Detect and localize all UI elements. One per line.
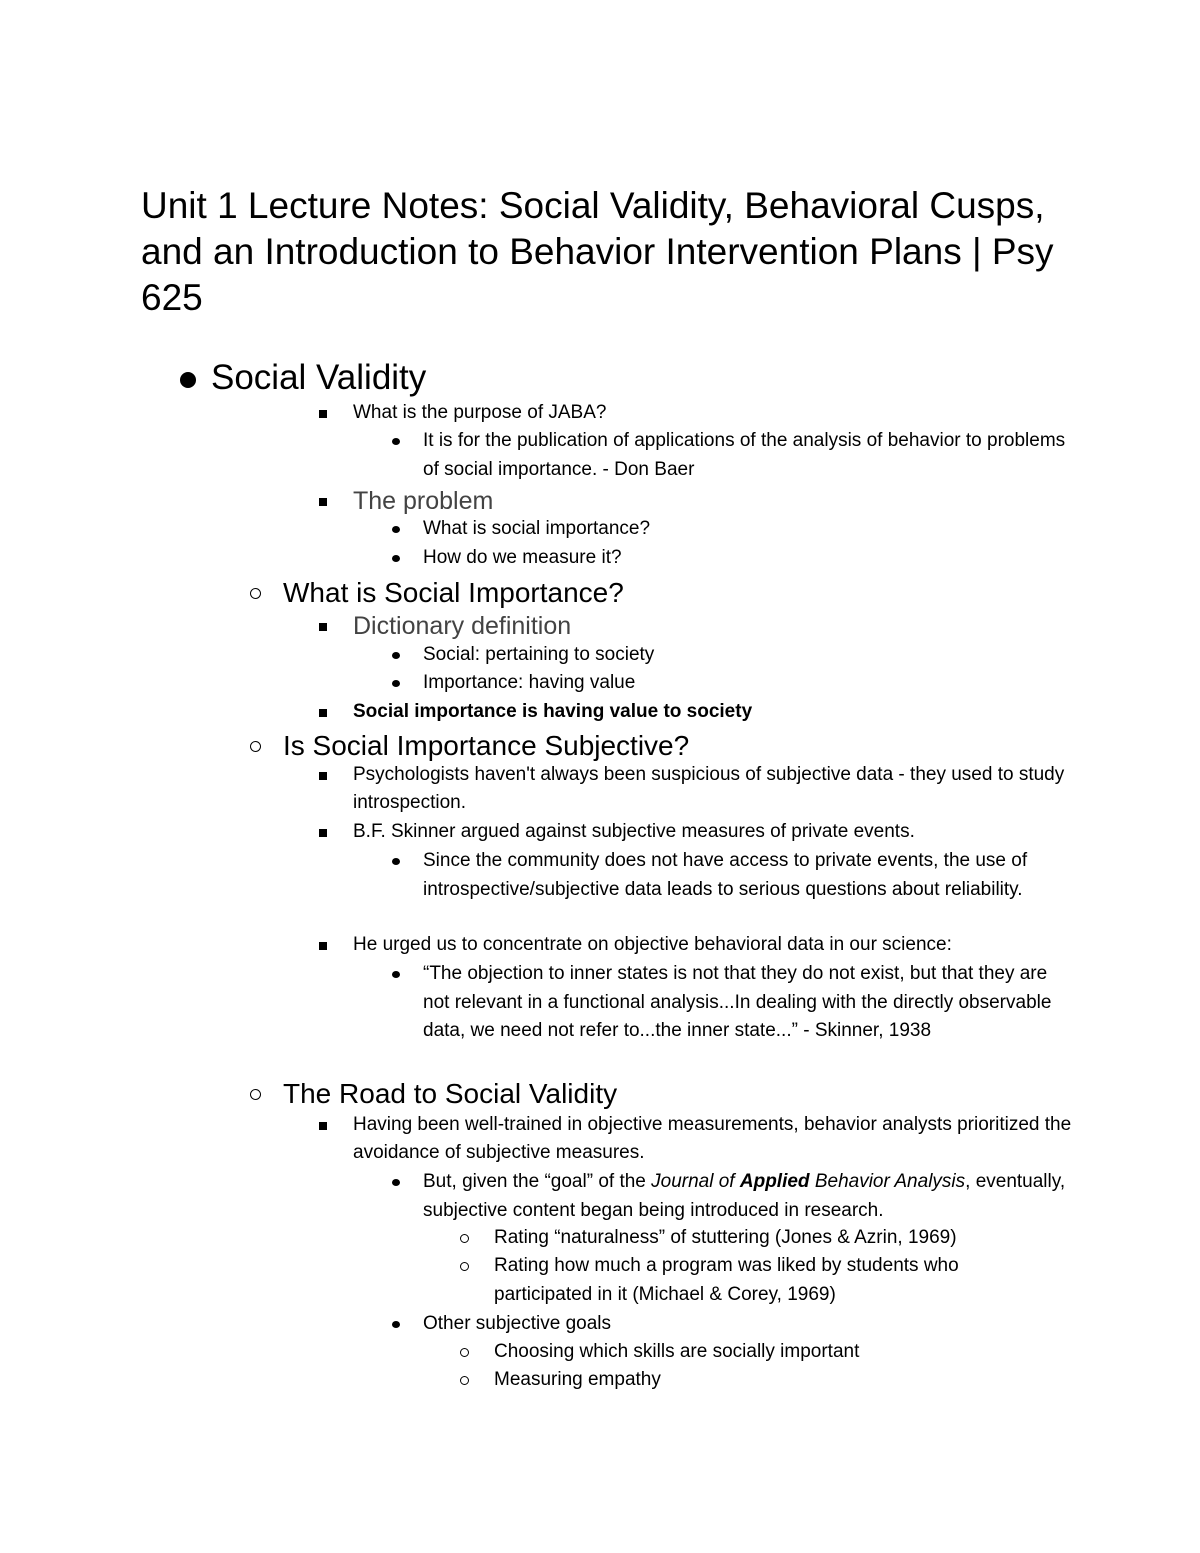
hollow-circle-bullet-icon <box>250 1089 261 1100</box>
dot-bullet-icon <box>392 652 400 659</box>
list-item-text: Other subjective goals <box>423 1313 611 1334</box>
subheading: Dictionary definition <box>353 612 572 640</box>
section-heading: Is Social Importance Subjective? <box>283 730 690 761</box>
dot-bullet-icon <box>392 1179 400 1186</box>
hollow-circle-bullet-icon <box>460 1348 469 1357</box>
journal-name-part: Behavior Analysis <box>809 1171 966 1192</box>
list-item-text: Rating how much a program was liked by students who participated in it (Michael & Corey, 1969) <box>494 1255 959 1305</box>
hollow-circle-bullet-icon <box>460 1376 469 1385</box>
section-heading: What is Social Importance? <box>283 577 624 608</box>
dot-bullet-icon <box>392 858 400 865</box>
list-item-text: Since the community does not have access to private events, the use of introspective/subjective data leads to serious questions about reliability. <box>423 850 1028 900</box>
journal-name-part: Journal of <box>651 1171 740 1192</box>
document-title: Unit 1 Lecture Notes: Social Validity, Behavioral Cusps, and an Introduction to Behavior Intervention Plans | Psy 625 <box>141 185 1054 318</box>
section-heading: Social Validity <box>211 358 427 397</box>
dot-bullet-icon <box>392 438 400 445</box>
dot-bullet-icon <box>392 1321 400 1328</box>
square-bullet-icon <box>319 709 327 717</box>
dot-bullet-icon <box>392 971 400 978</box>
text-span: , eventually, subjective content began being introduced in research. <box>423 1171 1066 1221</box>
hollow-circle-bullet-icon <box>460 1234 469 1243</box>
list-item-text: Importance: having value <box>423 672 636 693</box>
list-item-text: Choosing which skills are socially important <box>494 1341 860 1362</box>
journal-name-emphasis: Applied <box>739 1171 810 1192</box>
dot-bullet-icon <box>392 526 400 533</box>
filled-circle-bullet-icon <box>180 372 196 388</box>
square-bullet-icon <box>319 942 327 950</box>
list-item-text: Psychologists haven't always been suspicious of subjective data - they used to study introspection. <box>353 764 1065 813</box>
hollow-circle-bullet-icon <box>460 1262 469 1271</box>
list-item-text: Measuring empathy <box>494 1369 661 1390</box>
dot-bullet-icon <box>392 680 400 687</box>
list-item-text: Social: pertaining to society <box>423 644 655 665</box>
square-bullet-icon <box>319 410 327 418</box>
list-item-text: It is for the publication of applications of the analysis of behavior to problems of social importance. - Don Baer <box>423 430 1066 480</box>
square-bullet-icon <box>319 623 327 631</box>
list-item-text: What is social importance? <box>423 518 651 539</box>
hollow-circle-bullet-icon <box>250 741 261 752</box>
list-item-text: He urged us to concentrate on objective behavioral data in our science: <box>353 934 952 955</box>
dot-bullet-icon <box>392 555 400 562</box>
list-item-text: How do we measure it? <box>423 547 622 568</box>
square-bullet-icon <box>319 772 327 780</box>
list-item-text: Having been well-trained in objective measurements, behavior analysts prioritized the avoidance of subjective measures. <box>353 1114 1072 1163</box>
list-item-text: What is the purpose of JABA? <box>353 402 607 423</box>
subheading: The problem <box>353 487 494 515</box>
text-span: But, given the “goal” of the <box>423 1171 652 1192</box>
square-bullet-icon <box>319 829 327 837</box>
square-bullet-icon <box>319 498 327 506</box>
section-heading: The Road to Social Validity <box>283 1078 618 1109</box>
quote-text: “The objection to inner states is not that they do not exist, but that they are not relevant in a functional analysis...In dealing with the directly observable data, we need not refer to...the inner state...” - Skinner, 1938 <box>423 963 1052 1041</box>
list-item-text: Rating “naturalness” of stuttering (Jones & Azrin, 1969) <box>494 1227 957 1248</box>
hollow-circle-bullet-icon <box>250 588 261 599</box>
list-item-text: Social importance is having value to society <box>353 701 753 722</box>
list-item-text: B.F. Skinner argued against subjective measures of private events. <box>353 821 915 842</box>
list-item-text <box>423 1168 1073 1225</box>
square-bullet-icon <box>319 1122 327 1130</box>
